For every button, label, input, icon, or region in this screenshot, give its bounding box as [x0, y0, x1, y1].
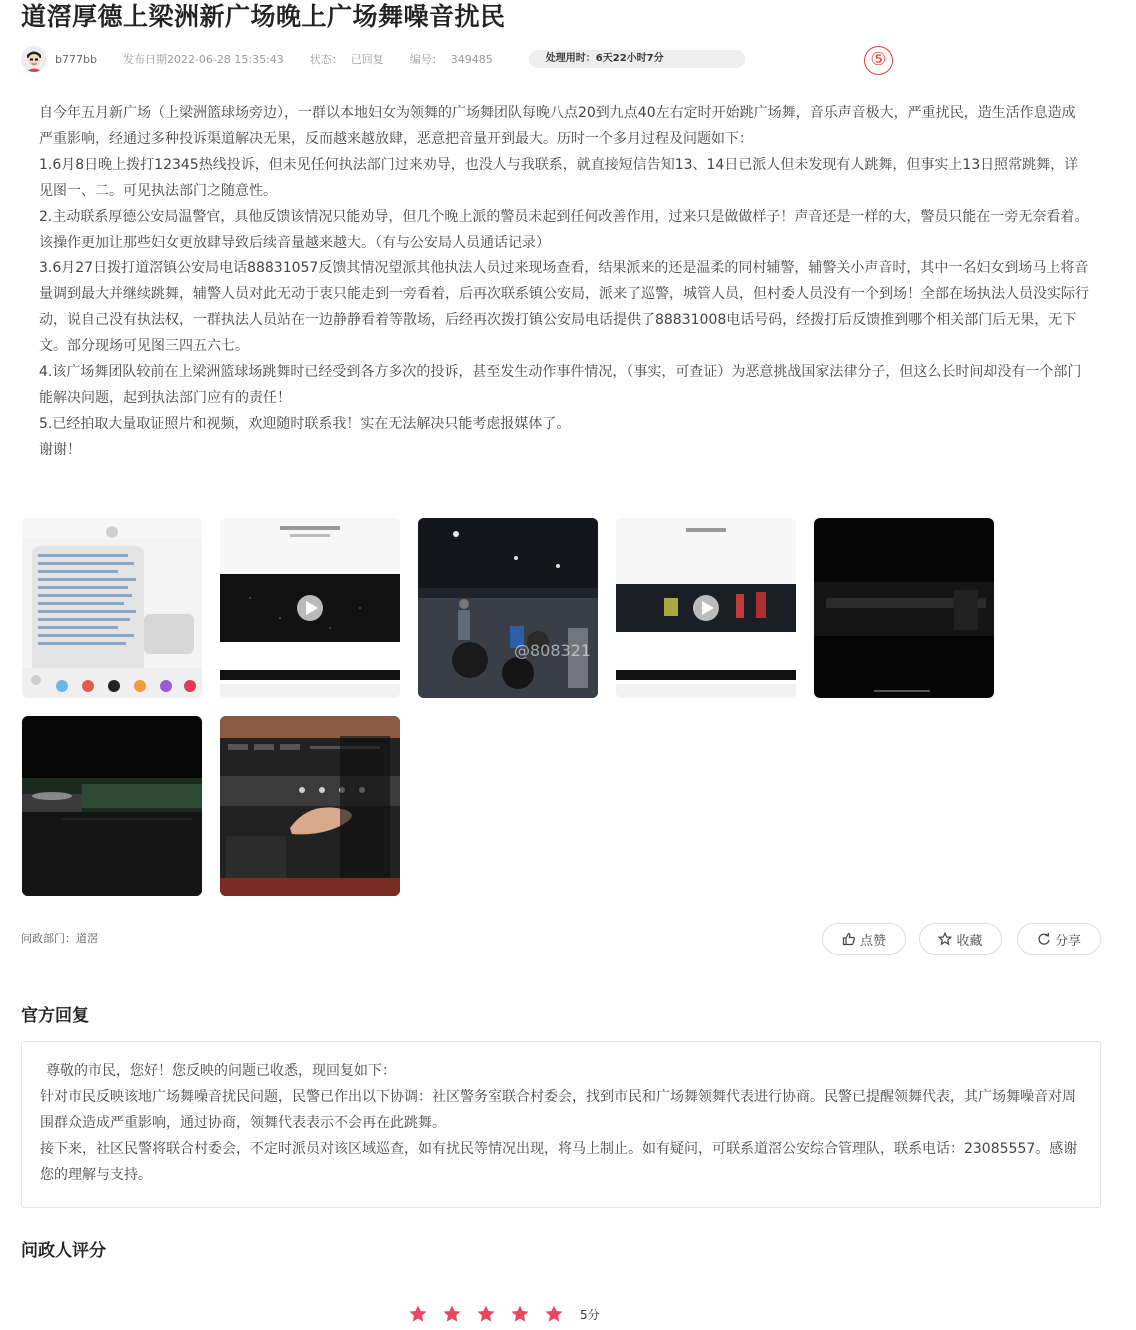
- processing-time-badge: [529, 50, 745, 68]
- thumb-night-scene[interactable]: [418, 518, 598, 698]
- rating-star-icon: [476, 1304, 496, 1324]
- reply-paragraph: 尊敬的市民，您好！您反映的问题已收悉，现回复如下：: [46, 1063, 396, 1079]
- share-button[interactable]: [1017, 923, 1101, 955]
- reply-paragraph: 针对市民反映该地广场舞噪音扰民问题，民警已作出以下协调：社区警务室联合村委会，找到市民和广场舞领舞代表进行协商。民警已提醒领舞代表，其广场舞噪音对周围群众造成严重影响，通过协商，领舞代表表示不会再在此跳舞。: [40, 1089, 1076, 1131]
- number-value: 349485: [450, 53, 493, 66]
- complaint-body: [39, 101, 1089, 464]
- status-value: 已回复: [350, 53, 384, 66]
- thumb-sms-screenshot[interactable]: [22, 518, 202, 698]
- department-label: 问政部门：: [21, 932, 76, 945]
- like-button[interactable]: [822, 923, 906, 955]
- official-reply-heading: 官方回复: [21, 1006, 89, 1026]
- rating-star-icon: [510, 1304, 530, 1324]
- share-icon: [1037, 932, 1051, 946]
- thumb-dark-night-2[interactable]: [22, 716, 202, 896]
- circled-number-mark: ⑤: [864, 46, 893, 75]
- thumb-video-screenshot-2[interactable]: [616, 518, 796, 698]
- rating-stars: [408, 1304, 600, 1324]
- thumb-video-screenshot-1[interactable]: [220, 518, 400, 698]
- svg-text:@808321: @808321: [514, 641, 592, 660]
- rating-star-icon: [442, 1304, 462, 1324]
- thumbs-up-icon: [842, 932, 856, 946]
- status-label: 状态：: [309, 53, 343, 66]
- ticket-number: [410, 51, 493, 67]
- thumb-speaker-closeup[interactable]: [220, 716, 400, 896]
- department-value: 道滘: [76, 932, 98, 945]
- processing-time-value: 6天22小时7分: [595, 53, 664, 64]
- official-reply-box: [21, 1041, 1101, 1208]
- department: [21, 930, 98, 946]
- star-outline-icon: [938, 932, 952, 946]
- complaint-paragraph: 5.已经拍取大量取证照片和视频，欢迎随时联系我！实在无法解决只能考虑报媒体了。: [39, 415, 571, 432]
- like-label: 点赞: [859, 933, 886, 949]
- number-label: 编号：: [409, 53, 443, 66]
- processing-time-label: 处理用时：: [545, 53, 596, 64]
- collect-label: 收藏: [956, 933, 983, 949]
- publish-date-label: 发布日期: [122, 53, 167, 66]
- author-name[interactable]: b777bb: [55, 52, 97, 66]
- page-title: 道滘厚德上梁洲新广场晚上广场舞噪音扰民: [21, 2, 506, 31]
- complaint-paragraph: 2.主动联系厚德公安局温警官，具他反馈该情况只能劝导，但几个晚上派的警员未起到任何改善作用，过来只是做做样子！声音还是一样的大，警员只能在一旁无奈看着。该操作更加让那些妇女更放肆导致后续音量越来越大。（有与公安局人员通话记录）: [39, 208, 1089, 251]
- share-label: 分享: [1054, 933, 1081, 949]
- rating-star-icon: [408, 1304, 428, 1324]
- status: [310, 51, 384, 67]
- publish-date-value: 2022-06-28 15:35:43: [166, 53, 284, 66]
- publish-date: [123, 51, 284, 67]
- complaint-paragraph: 自今年五月新广场（上梁洲篮球场旁边），一群以本地妇女为领舞的广场舞团队每晚八点20到九点40左右定时开始跳广场舞，音乐声音极大，严重扰民，造生活作息造成严重影响，经通过多种投诉渠道解决无果，反而越来越放肆，恶意把音量开到最大。历时一个多月过程及问题如下：: [39, 105, 1076, 147]
- reply-paragraph: 接下来，社区民警将联合村委会，不定时派员对该区域巡查，如有扰民等情况出现，将马上制止。如有疑问，可联系道滘公安综合管理队，联系电话：23085557。感谢您的理解与支持。: [40, 1141, 1078, 1183]
- rating-star-icon: [544, 1304, 564, 1324]
- collect-button[interactable]: [919, 923, 1002, 955]
- thumb-dark-night-1[interactable]: [814, 518, 994, 698]
- complaint-paragraph: 3.6月27日拨打道滘镇公安局电话88831057反馈其情况望派其他执法人员过来现场查看，结果派来的还是温柔的同村辅警，辅警关小声音时，其中一名妇女到场马上将音量调到最大并继续跳舞，辅警人员对此无动于衷只能走到一旁看着，后再次联系镇公安局，派来了巡警，城管人员，但村委人员没有一个到场！全部在场执法人员没实际行动，说自己没有执法权，一群执法人员站在一边静静看着等散场，后经再次拨打镇公安局电话提供了88831008电话号码，经拨打后反馈推到哪个相关部门后无果，无下文。部分现场可见图三四五六七。: [39, 260, 1089, 355]
- complaint-paragraph: 1.6月8日晚上拨打12345热线投诉，但未见任何执法部门过来劝导，也没人与我联系，就直接短信告知13、14日已派人但未发现有人跳舞，但事实上13日照常跳舞，详见图一、二。可见执法部门之随意性。: [39, 156, 1079, 199]
- meta-bar: [21, 45, 745, 73]
- avatar[interactable]: [21, 46, 47, 72]
- rating-score: 5分: [580, 1307, 600, 1322]
- rating-heading: 问政人评分: [21, 1241, 106, 1261]
- complaint-paragraph: 4.该广场舞团队较前在上梁洲篮球场跳舞时已经受到各方多次的投诉，甚至发生动作事件情况，（事实，可查证）为恶意挑战国家法律分子，但这么长时间却没有一个部门能解决问题，起到执法部门应有的责任！: [39, 364, 1082, 406]
- complaint-paragraph: 谢谢！: [39, 441, 81, 458]
